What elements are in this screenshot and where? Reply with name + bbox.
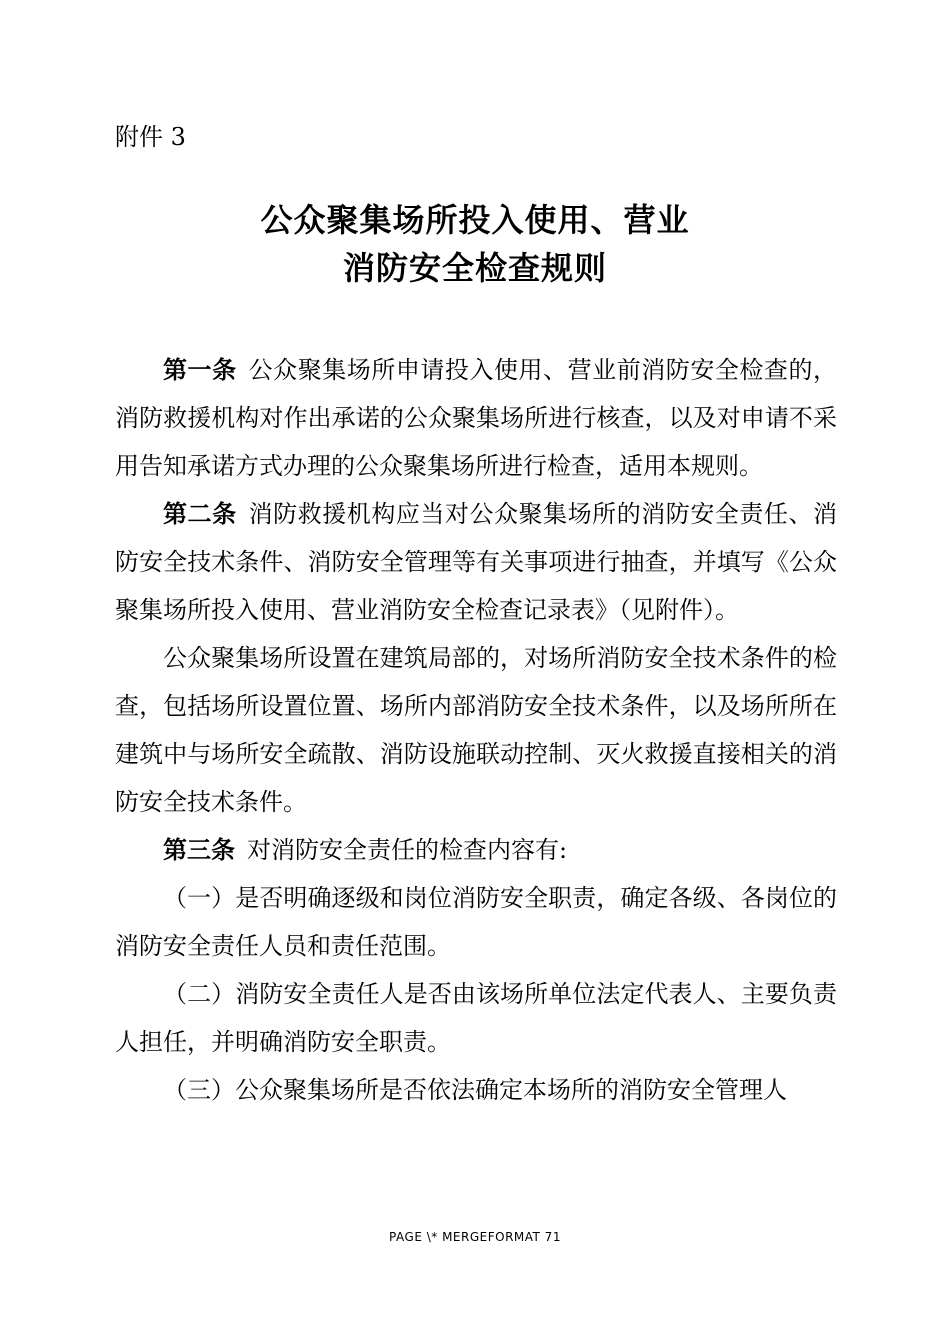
document-title-line-1: 公众聚集场所投入使用、营业 — [260, 201, 690, 239]
list-item-text: （一）是否明确逐级和岗位消防安全职责，确定各级、各岗位的消防安全责任人员和责任范围。 — [115, 884, 837, 960]
list-item-paragraph — [115, 1066, 837, 1114]
list-item-text: （二）消防安全责任人是否由该场所单位法定代表人、主要负责人担任，并明确消防安全职责。 — [115, 980, 837, 1056]
paragraph-text: 公众聚集场所设置在建筑局部的，对场所消防安全技术条件的检查，包括场所设置位置、场所内部消防安全技术条件，以及场所所在建筑中与场所安全疏散、消防设施联动控制、灭火救援直接相关的消防安全技术条件。 — [115, 644, 837, 816]
article-paragraph — [115, 490, 837, 634]
article-paragraph — [115, 826, 837, 874]
article-paragraph — [115, 346, 837, 490]
article-text: 消防救援机构应当对公众聚集场所的消防安全责任、消防安全技术条件、消防安全管理等有关事项进行抽查，并填写《公众聚集场所投入使用、营业消防安全检查记录表》（见附件）。 — [115, 500, 838, 624]
document-title-line-2: 消防安全检查规则 — [342, 249, 607, 287]
article-heading: 第三条 — [163, 836, 235, 864]
article-heading: 第一条 — [163, 356, 237, 384]
list-item-text: （三）公众聚集场所是否依法确定本场所的消防安全管理人 — [163, 1076, 787, 1104]
list-item-paragraph — [115, 970, 837, 1066]
body-paragraph — [115, 634, 837, 826]
attachment-label: 附件 3 — [115, 123, 186, 151]
list-item-paragraph — [115, 874, 837, 970]
document-body — [115, 346, 837, 1114]
article-heading: 第二条 — [163, 500, 237, 528]
page-footer: PAGE \* MERGEFORMAT 71 — [389, 1230, 561, 1244]
article-text: 公众聚集场所申请投入使用、营业前消防安全检查的，消防救援机构对作出承诺的公众聚集场所进行核查，以及对申请不采用告知承诺方式办理的公众聚集场所进行检查，适用本规则。 — [115, 356, 838, 480]
article-text: 对消防安全责任的检查内容有: — [247, 836, 568, 864]
